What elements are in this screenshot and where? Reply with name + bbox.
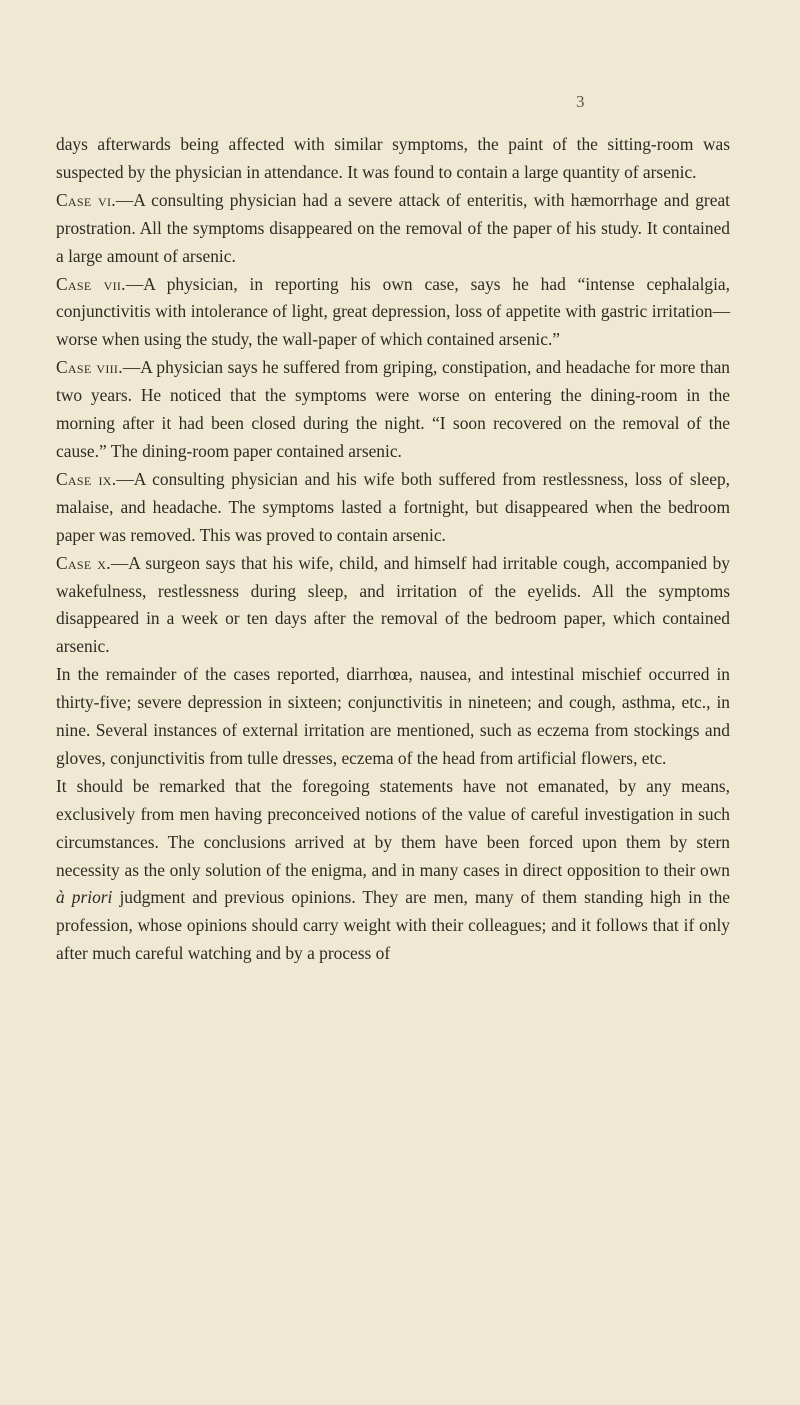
italic-phrase: à priori (56, 887, 113, 908)
paragraph-text: In the remainder of the cases reported, diarrhœa, nausea, and intestinal mischief occurred in thirty-five; severe depression in sixteen; conjunctivitis in nineteen; and cough, asthma, etc., in nine. Several instances of external irritation are mentioned, such as eczema from stockings and gloves, conjunctivitis from tulle dresses, eczema of the head from artificial flowers, etc. (56, 664, 730, 768)
paragraph-case-x (56, 550, 730, 662)
paragraph-case-vi (56, 187, 730, 271)
paragraph-text: —A consulting physician and his wife both suffered from restlessness, loss of sleep, malaise, and headache. The symptoms lasted a fortnight, but disappeared when the bedroom paper was removed. This was proved to contain arsenic. (56, 468, 730, 545)
body-text (56, 131, 730, 968)
paragraph-text: days afterwards being affected with similar symptoms, the paint of the sitting-room was suspected by the physician in attendance. It was found to contain a large quantity of arsenic. (56, 134, 730, 182)
paragraph-remainder (56, 661, 730, 773)
paragraph-text: —A physician, in reporting his own case, says he had “intense cephalalgia, conjunctivitis with intolerance of light, great depression, loss of appetite with gastric irritation—worse when using the study, the wall-paper of which contained arsenic.” (56, 273, 731, 350)
paragraph-text: —A consulting physician had a severe attack of enteritis, with hæmorrhage and great prostration. All the symptoms disappeared on the removal of the paper of his study. It contained a large amount of arsenic. (56, 189, 730, 266)
paragraph-text: —A physician says he suffered from griping, constipation, and headache for more than two years. He noticed that the symptoms were worse on entering the dining-room in the morning after it had been closed during the night. “I soon recovered on the removal of the cause.” The dining-room paper contained arsenic. (56, 357, 730, 461)
paragraph-text-before: It should be remarked that the foregoing statements have not emanated, by any means, exclusively from men having preconceived notions of the value of careful investigation in such circumstances. The conclusions arrived at by them have been forced upon them by stern necessity as the only solution of the enigma, and in many cases in direct opposition to their own (56, 775, 730, 880)
paragraph-text: —A surgeon says that his wife, child, and himself had irritable cough, accompanied by wakefulness, restlessness during sleep, and irritation of the eyelids. All the symptoms disappeared in a week or ten days after the removal of the bedroom paper, which contained arsenic. (56, 552, 731, 657)
page-number: 3 (576, 92, 585, 111)
paragraph-remark (56, 773, 730, 968)
paragraph-case-vii (56, 271, 730, 355)
case-label: Case viii. (56, 357, 123, 378)
paragraph-case-ix (56, 466, 730, 550)
paragraph-text-after: judgment and previous opinions. They are men, many of them standing high in the profession, whose opinions should carry weight with their colleagues; and it follows that if only after much careful watching and by a process of (56, 887, 730, 964)
case-label: Case vii. (56, 273, 126, 294)
paragraph-case-viii (56, 354, 730, 466)
case-label: Case vi. (56, 189, 116, 210)
case-label: Case x. (56, 552, 111, 573)
case-label: Case ix. (56, 468, 117, 489)
paragraph-continuation (56, 131, 730, 187)
